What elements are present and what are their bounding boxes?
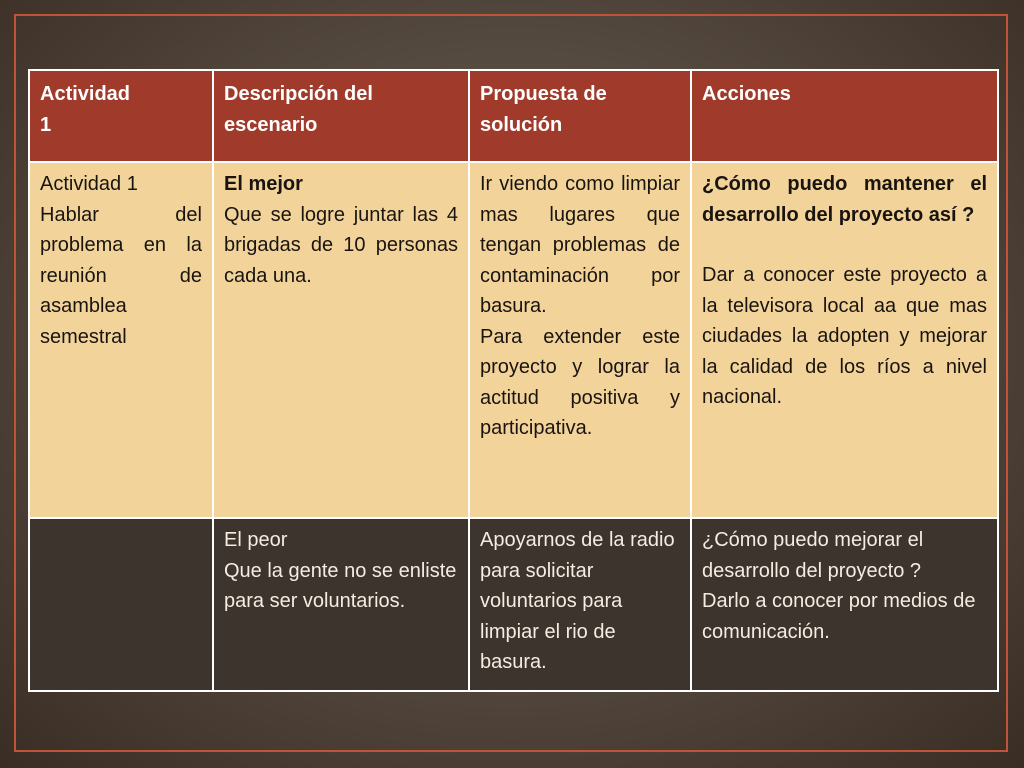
row1-descripcion-cell (213, 162, 469, 518)
row1-acciones-text: Dar a conocer este proyecto a la televisora local aa que mas ciudades la adopten y mejorar la calidad de los ríos a nivel nacional. (702, 264, 987, 408)
row1-descripcion-text: Que se logre juntar las 4 brigadas de 10 personas cada una. (224, 203, 458, 287)
header-descripcion: Descripción del escenario (213, 70, 469, 162)
header-actividad-line1: Actividad (40, 83, 131, 105)
row2-acciones-question: ¿Cómo puedo mejorar el desarrollo del proyecto ? (702, 529, 924, 582)
row2-descripcion-title: El peor (224, 529, 288, 551)
row1-acciones-question: ¿Cómo puedo mantener el desarrollo del proyecto así ? (702, 173, 987, 226)
header-propuesta: Propuesta de solución (469, 70, 691, 162)
row2-descripcion-cell (213, 518, 469, 691)
row1-propuesta-cell (469, 162, 691, 518)
row1-propuesta-p1: Ir viendo como limpiar mas lugares que tengan problemas de contaminación por basura. (480, 173, 680, 317)
row1-actividad-text: Hablar del problema en la reunión de asamblea semestral (40, 203, 202, 348)
row1-actividad-title: Actividad 1 (40, 173, 138, 195)
row2-propuesta-cell: Apoyarnos de la radio para solicitar voluntarios para limpiar el rio de basura. (469, 518, 691, 691)
row1-actividad-cell (29, 162, 213, 518)
activity-table (28, 69, 999, 692)
header-row (29, 70, 998, 162)
row2-descripcion-text: Que la gente no se enliste para ser voluntarios. (224, 559, 457, 612)
row2-acciones-cell (691, 518, 998, 691)
row2-actividad-cell (29, 518, 213, 691)
spacer (702, 230, 987, 260)
row1-acciones-cell (691, 162, 998, 518)
table-row (29, 162, 998, 518)
header-acciones: Acciones (691, 70, 998, 162)
header-actividad (29, 70, 213, 162)
row1-propuesta-p2: Para extender este proyecto y lograr la actitud positiva y participativa. (480, 325, 680, 439)
row2-acciones-text: Darlo a conocer por medios de comunicación. (702, 590, 976, 643)
row1-descripcion-title: El mejor (224, 173, 303, 195)
table-row (29, 518, 998, 691)
header-actividad-line2: 1 (40, 113, 52, 136)
